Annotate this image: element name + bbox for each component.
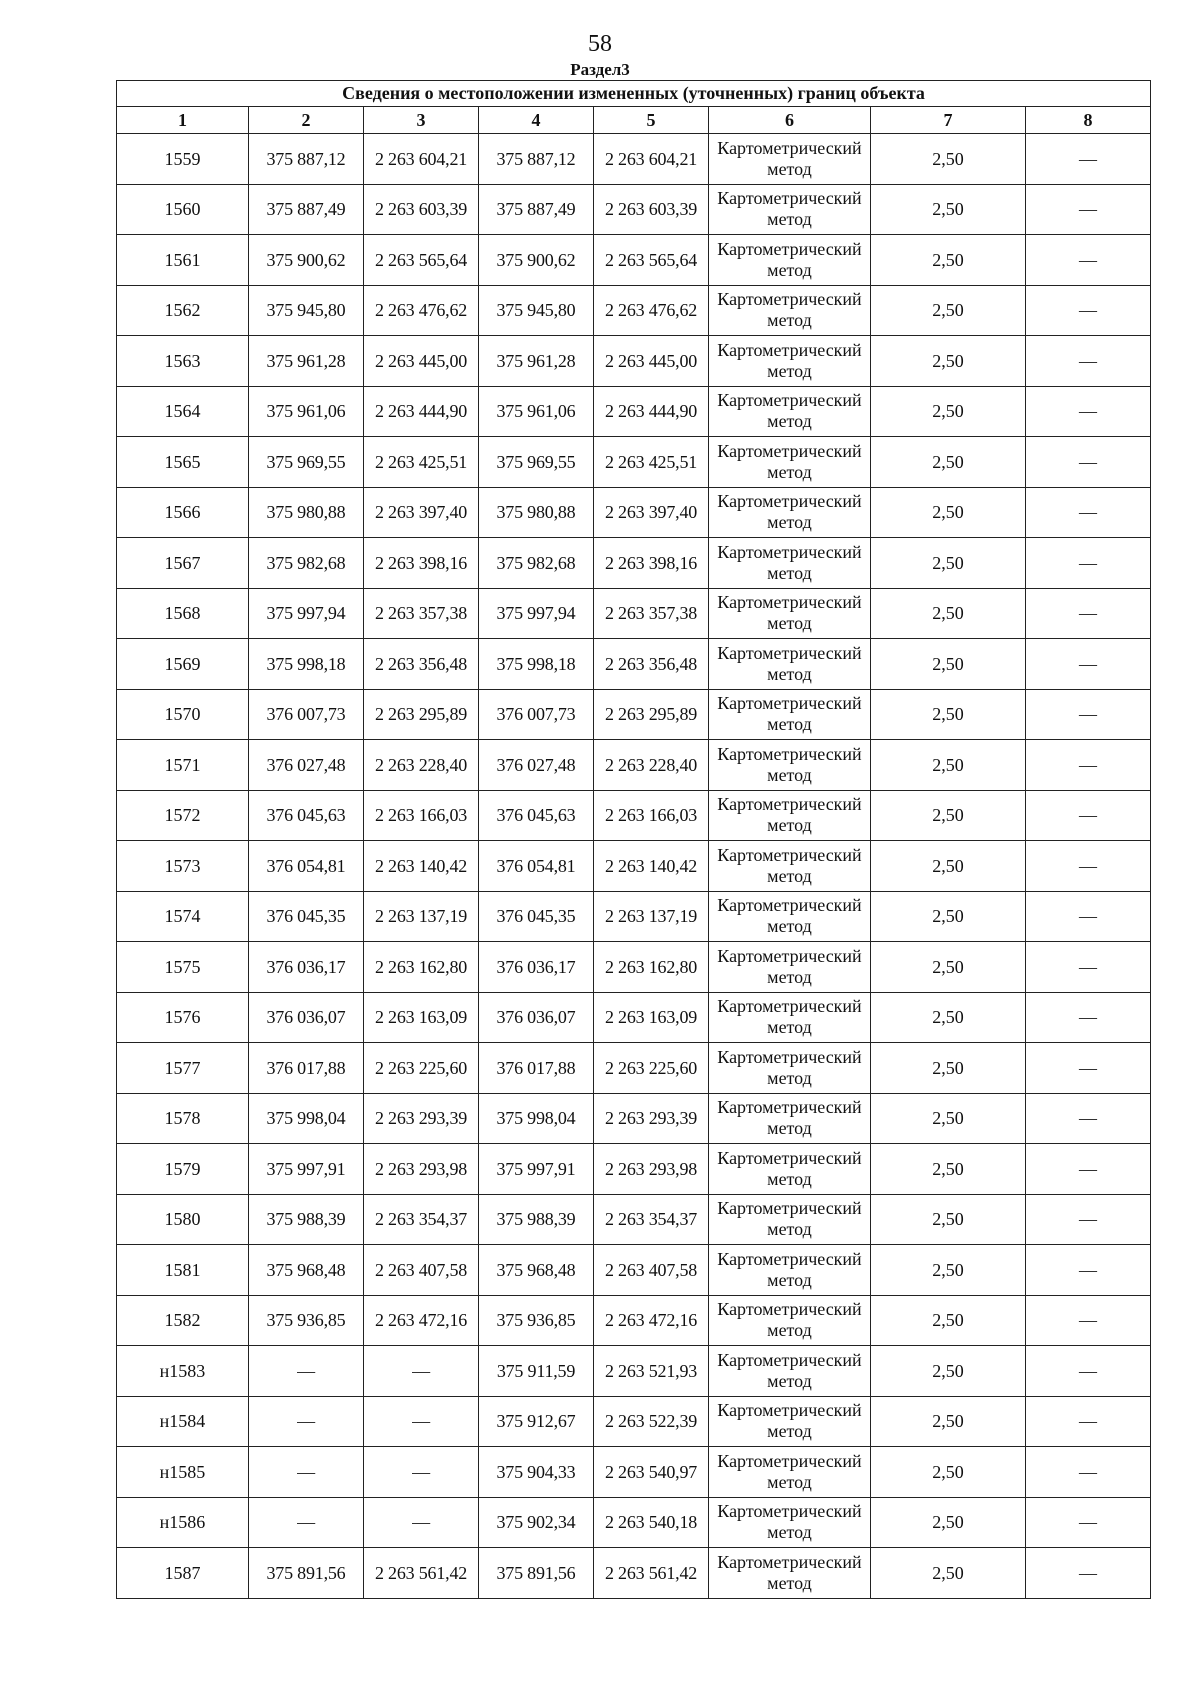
- table-row: [117, 487, 1151, 538]
- accuracy-cell: 2,50: [871, 689, 1026, 740]
- table-caption-row: [117, 81, 1151, 107]
- accuracy-cell: 2,50: [871, 386, 1026, 437]
- description-cell: —: [1026, 336, 1151, 387]
- updated-y-cell: 2 263 137,19: [594, 891, 709, 942]
- updated-y-cell: 2 263 225,60: [594, 1043, 709, 1094]
- method-cell: Картометрический метод: [709, 790, 871, 841]
- updated-y-cell: 2 263 540,97: [594, 1447, 709, 1498]
- table-row: [117, 639, 1151, 690]
- method-cell: Картометрический метод: [709, 386, 871, 437]
- existing-y-cell: —: [364, 1346, 479, 1397]
- description-cell: —: [1026, 942, 1151, 993]
- point-number-cell: 1562: [117, 285, 249, 336]
- description-cell: —: [1026, 1144, 1151, 1195]
- accuracy-cell: 2,50: [871, 184, 1026, 235]
- existing-x-cell: 375 887,49: [249, 184, 364, 235]
- point-number-cell: 1574: [117, 891, 249, 942]
- updated-y-cell: 2 263 295,89: [594, 689, 709, 740]
- table-row: [117, 336, 1151, 387]
- existing-y-cell: 2 263 603,39: [364, 184, 479, 235]
- accuracy-cell: 2,50: [871, 639, 1026, 690]
- accuracy-cell: 2,50: [871, 1497, 1026, 1548]
- description-cell: —: [1026, 1043, 1151, 1094]
- table-row: [117, 1093, 1151, 1144]
- updated-x-cell: 376 054,81: [479, 841, 594, 892]
- point-number-cell: 1567: [117, 538, 249, 589]
- existing-x-cell: 375 900,62: [249, 235, 364, 286]
- point-number-cell: 1579: [117, 1144, 249, 1195]
- column-number-header: 1: [117, 107, 249, 134]
- method-cell: Картометрический метод: [709, 1396, 871, 1447]
- point-number-cell: 1581: [117, 1245, 249, 1296]
- point-number-cell: 1565: [117, 437, 249, 488]
- method-cell: Картометрический метод: [709, 639, 871, 690]
- table-caption: Сведения о местоположении измененных (уточненных) границ объекта: [117, 81, 1151, 107]
- existing-x-cell: 375 887,12: [249, 134, 364, 185]
- table-row: [117, 1245, 1151, 1296]
- existing-y-cell: 2 263 293,98: [364, 1144, 479, 1195]
- updated-y-cell: 2 263 540,18: [594, 1497, 709, 1548]
- updated-y-cell: 2 263 561,42: [594, 1548, 709, 1599]
- table-row: [117, 588, 1151, 639]
- description-cell: —: [1026, 1194, 1151, 1245]
- point-number-cell: 1568: [117, 588, 249, 639]
- updated-y-cell: 2 263 293,98: [594, 1144, 709, 1195]
- accuracy-cell: 2,50: [871, 1447, 1026, 1498]
- existing-x-cell: 375 945,80: [249, 285, 364, 336]
- updated-y-cell: 2 263 565,64: [594, 235, 709, 286]
- existing-y-cell: 2 263 163,09: [364, 992, 479, 1043]
- existing-x-cell: 376 054,81: [249, 841, 364, 892]
- point-number-cell: 1571: [117, 740, 249, 791]
- existing-y-cell: —: [364, 1396, 479, 1447]
- table-row: [117, 689, 1151, 740]
- table-row: [117, 891, 1151, 942]
- point-number-cell: 1575: [117, 942, 249, 993]
- description-cell: —: [1026, 285, 1151, 336]
- accuracy-cell: 2,50: [871, 1548, 1026, 1599]
- updated-y-cell: 2 263 166,03: [594, 790, 709, 841]
- updated-x-cell: 375 968,48: [479, 1245, 594, 1296]
- accuracy-cell: 2,50: [871, 437, 1026, 488]
- table-row: [117, 184, 1151, 235]
- method-cell: Картометрический метод: [709, 1447, 871, 1498]
- existing-x-cell: —: [249, 1346, 364, 1397]
- existing-y-cell: 2 263 228,40: [364, 740, 479, 791]
- updated-x-cell: 375 945,80: [479, 285, 594, 336]
- existing-y-cell: —: [364, 1497, 479, 1548]
- description-cell: —: [1026, 386, 1151, 437]
- table-row: [117, 1497, 1151, 1548]
- existing-y-cell: 2 263 354,37: [364, 1194, 479, 1245]
- updated-x-cell: 376 027,48: [479, 740, 594, 791]
- updated-x-cell: 375 961,06: [479, 386, 594, 437]
- existing-x-cell: 375 961,28: [249, 336, 364, 387]
- updated-x-cell: 376 017,88: [479, 1043, 594, 1094]
- updated-y-cell: 2 263 357,38: [594, 588, 709, 639]
- method-cell: Картометрический метод: [709, 841, 871, 892]
- point-number-cell: 1560: [117, 184, 249, 235]
- column-number-row: [117, 107, 1151, 134]
- method-cell: Картометрический метод: [709, 184, 871, 235]
- accuracy-cell: 2,50: [871, 1396, 1026, 1447]
- existing-y-cell: 2 263 472,16: [364, 1295, 479, 1346]
- updated-x-cell: 375 887,12: [479, 134, 594, 185]
- existing-x-cell: 375 891,56: [249, 1548, 364, 1599]
- point-number-cell: 1564: [117, 386, 249, 437]
- column-number-header: 5: [594, 107, 709, 134]
- existing-y-cell: 2 263 166,03: [364, 790, 479, 841]
- column-number-header: 2: [249, 107, 364, 134]
- point-number-cell: 1569: [117, 639, 249, 690]
- existing-x-cell: 375 988,39: [249, 1194, 364, 1245]
- description-cell: —: [1026, 689, 1151, 740]
- table-row: [117, 538, 1151, 589]
- description-cell: —: [1026, 134, 1151, 185]
- updated-y-cell: 2 263 521,93: [594, 1346, 709, 1397]
- method-cell: Картометрический метод: [709, 235, 871, 286]
- updated-x-cell: 376 007,73: [479, 689, 594, 740]
- updated-y-cell: 2 263 476,62: [594, 285, 709, 336]
- existing-x-cell: 376 027,48: [249, 740, 364, 791]
- table-row: [117, 1447, 1151, 1498]
- method-cell: Картометрический метод: [709, 891, 871, 942]
- updated-x-cell: 376 045,63: [479, 790, 594, 841]
- updated-x-cell: 375 900,62: [479, 235, 594, 286]
- method-cell: Картометрический метод: [709, 1194, 871, 1245]
- updated-x-cell: 375 998,18: [479, 639, 594, 690]
- updated-x-cell: 375 891,56: [479, 1548, 594, 1599]
- point-number-cell: 1559: [117, 134, 249, 185]
- existing-y-cell: 2 263 137,19: [364, 891, 479, 942]
- description-cell: —: [1026, 1346, 1151, 1397]
- table-row: [117, 1295, 1151, 1346]
- point-number-cell: 1580: [117, 1194, 249, 1245]
- description-cell: —: [1026, 235, 1151, 286]
- point-number-cell: н1583: [117, 1346, 249, 1397]
- table-row: [117, 1144, 1151, 1195]
- method-cell: Картометрический метод: [709, 689, 871, 740]
- accuracy-cell: 2,50: [871, 942, 1026, 993]
- point-number-cell: 1573: [117, 841, 249, 892]
- table-row: [117, 386, 1151, 437]
- existing-y-cell: 2 263 293,39: [364, 1093, 479, 1144]
- existing-x-cell: 375 998,04: [249, 1093, 364, 1144]
- existing-y-cell: 2 263 356,48: [364, 639, 479, 690]
- existing-x-cell: —: [249, 1447, 364, 1498]
- method-cell: Картометрический метод: [709, 336, 871, 387]
- description-cell: —: [1026, 437, 1151, 488]
- updated-x-cell: 375 887,49: [479, 184, 594, 235]
- updated-x-cell: 376 036,07: [479, 992, 594, 1043]
- updated-y-cell: 2 263 472,16: [594, 1295, 709, 1346]
- accuracy-cell: 2,50: [871, 285, 1026, 336]
- table-row: [117, 285, 1151, 336]
- updated-y-cell: 2 263 407,58: [594, 1245, 709, 1296]
- existing-y-cell: 2 263 565,64: [364, 235, 479, 286]
- updated-y-cell: 2 263 445,00: [594, 336, 709, 387]
- existing-y-cell: 2 263 162,80: [364, 942, 479, 993]
- point-number-cell: 1576: [117, 992, 249, 1043]
- updated-y-cell: 2 263 398,16: [594, 538, 709, 589]
- accuracy-cell: 2,50: [871, 790, 1026, 841]
- description-cell: —: [1026, 992, 1151, 1043]
- page-number: 58: [588, 31, 612, 57]
- updated-x-cell: 375 902,34: [479, 1497, 594, 1548]
- method-cell: Картометрический метод: [709, 1144, 871, 1195]
- description-cell: —: [1026, 184, 1151, 235]
- column-number-header: 4: [479, 107, 594, 134]
- table-row: [117, 1194, 1151, 1245]
- existing-y-cell: 2 263 476,62: [364, 285, 479, 336]
- method-cell: Картометрический метод: [709, 1295, 871, 1346]
- existing-x-cell: 375 997,91: [249, 1144, 364, 1195]
- description-cell: —: [1026, 487, 1151, 538]
- accuracy-cell: 2,50: [871, 992, 1026, 1043]
- description-cell: —: [1026, 1447, 1151, 1498]
- existing-y-cell: 2 263 407,58: [364, 1245, 479, 1296]
- description-cell: —: [1026, 1396, 1151, 1447]
- existing-y-cell: 2 263 444,90: [364, 386, 479, 437]
- point-number-cell: 1561: [117, 235, 249, 286]
- updated-y-cell: 2 263 163,09: [594, 992, 709, 1043]
- table-body: [117, 134, 1151, 1599]
- table-row: [117, 1346, 1151, 1397]
- table-row: [117, 740, 1151, 791]
- column-number-header: 6: [709, 107, 871, 134]
- existing-x-cell: 375 969,55: [249, 437, 364, 488]
- updated-x-cell: 375 961,28: [479, 336, 594, 387]
- description-cell: —: [1026, 538, 1151, 589]
- point-number-cell: 1566: [117, 487, 249, 538]
- updated-x-cell: 375 998,04: [479, 1093, 594, 1144]
- updated-y-cell: 2 263 603,39: [594, 184, 709, 235]
- accuracy-cell: 2,50: [871, 235, 1026, 286]
- section-title: Раздел3: [570, 60, 630, 79]
- description-cell: —: [1026, 841, 1151, 892]
- existing-y-cell: 2 263 425,51: [364, 437, 479, 488]
- accuracy-cell: 2,50: [871, 1194, 1026, 1245]
- accuracy-cell: 2,50: [871, 891, 1026, 942]
- point-number-cell: 1587: [117, 1548, 249, 1599]
- description-cell: —: [1026, 1548, 1151, 1599]
- existing-x-cell: 375 982,68: [249, 538, 364, 589]
- table-row: [117, 942, 1151, 993]
- point-number-cell: 1572: [117, 790, 249, 841]
- description-cell: —: [1026, 740, 1151, 791]
- accuracy-cell: 2,50: [871, 1295, 1026, 1346]
- existing-y-cell: 2 263 445,00: [364, 336, 479, 387]
- existing-y-cell: —: [364, 1447, 479, 1498]
- method-cell: Картометрический метод: [709, 942, 871, 993]
- method-cell: Картометрический метод: [709, 1548, 871, 1599]
- accuracy-cell: 2,50: [871, 740, 1026, 791]
- method-cell: Картометрический метод: [709, 1043, 871, 1094]
- method-cell: Картометрический метод: [709, 1093, 871, 1144]
- existing-x-cell: 375 961,06: [249, 386, 364, 437]
- description-cell: —: [1026, 1497, 1151, 1548]
- accuracy-cell: 2,50: [871, 1144, 1026, 1195]
- updated-x-cell: 375 997,94: [479, 588, 594, 639]
- table-row: [117, 1043, 1151, 1094]
- method-cell: Картометрический метод: [709, 740, 871, 791]
- existing-y-cell: 2 263 398,16: [364, 538, 479, 589]
- point-number-cell: н1586: [117, 1497, 249, 1548]
- updated-y-cell: 2 263 397,40: [594, 487, 709, 538]
- accuracy-cell: 2,50: [871, 841, 1026, 892]
- accuracy-cell: 2,50: [871, 538, 1026, 589]
- updated-x-cell: 375 936,85: [479, 1295, 594, 1346]
- accuracy-cell: 2,50: [871, 1043, 1026, 1094]
- column-number-header: 7: [871, 107, 1026, 134]
- updated-y-cell: 2 263 604,21: [594, 134, 709, 185]
- existing-y-cell: 2 263 357,38: [364, 588, 479, 639]
- existing-y-cell: 2 263 295,89: [364, 689, 479, 740]
- accuracy-cell: 2,50: [871, 487, 1026, 538]
- existing-y-cell: 2 263 561,42: [364, 1548, 479, 1599]
- updated-y-cell: 2 263 162,80: [594, 942, 709, 993]
- method-cell: Картометрический метод: [709, 1245, 871, 1296]
- table-row: [117, 1548, 1151, 1599]
- point-number-cell: н1584: [117, 1396, 249, 1447]
- existing-x-cell: 375 998,18: [249, 639, 364, 690]
- point-number-cell: н1585: [117, 1447, 249, 1498]
- existing-x-cell: 376 036,17: [249, 942, 364, 993]
- point-number-cell: 1582: [117, 1295, 249, 1346]
- existing-y-cell: 2 263 397,40: [364, 487, 479, 538]
- column-number-header: 3: [364, 107, 479, 134]
- accuracy-cell: 2,50: [871, 1093, 1026, 1144]
- existing-x-cell: 376 045,63: [249, 790, 364, 841]
- point-number-cell: 1570: [117, 689, 249, 740]
- description-cell: —: [1026, 639, 1151, 690]
- existing-x-cell: 375 968,48: [249, 1245, 364, 1296]
- method-cell: Картометрический метод: [709, 285, 871, 336]
- updated-x-cell: 375 904,33: [479, 1447, 594, 1498]
- accuracy-cell: 2,50: [871, 134, 1026, 185]
- table-row: [117, 437, 1151, 488]
- description-cell: —: [1026, 1093, 1151, 1144]
- updated-x-cell: 375 980,88: [479, 487, 594, 538]
- point-number-cell: 1578: [117, 1093, 249, 1144]
- accuracy-cell: 2,50: [871, 1245, 1026, 1296]
- existing-x-cell: 376 007,73: [249, 689, 364, 740]
- updated-x-cell: 376 045,35: [479, 891, 594, 942]
- existing-x-cell: 376 045,35: [249, 891, 364, 942]
- updated-y-cell: 2 263 356,48: [594, 639, 709, 690]
- updated-x-cell: 375 982,68: [479, 538, 594, 589]
- existing-y-cell: 2 263 225,60: [364, 1043, 479, 1094]
- existing-x-cell: 376 017,88: [249, 1043, 364, 1094]
- existing-x-cell: 375 936,85: [249, 1295, 364, 1346]
- method-cell: Картометрический метод: [709, 1497, 871, 1548]
- existing-x-cell: —: [249, 1497, 364, 1548]
- method-cell: Картометрический метод: [709, 437, 871, 488]
- existing-y-cell: 2 263 140,42: [364, 841, 479, 892]
- method-cell: Картометрический метод: [709, 992, 871, 1043]
- table-row: [117, 841, 1151, 892]
- updated-x-cell: 375 969,55: [479, 437, 594, 488]
- updated-y-cell: 2 263 293,39: [594, 1093, 709, 1144]
- updated-x-cell: 375 988,39: [479, 1194, 594, 1245]
- table-row: [117, 1396, 1151, 1447]
- description-cell: —: [1026, 790, 1151, 841]
- table-row: [117, 134, 1151, 185]
- existing-x-cell: 376 036,07: [249, 992, 364, 1043]
- point-number-cell: 1577: [117, 1043, 249, 1094]
- description-cell: —: [1026, 891, 1151, 942]
- description-cell: —: [1026, 588, 1151, 639]
- column-number-header: 8: [1026, 107, 1151, 134]
- updated-x-cell: 376 036,17: [479, 942, 594, 993]
- method-cell: Картометрический метод: [709, 134, 871, 185]
- updated-y-cell: 2 263 140,42: [594, 841, 709, 892]
- method-cell: Картометрический метод: [709, 538, 871, 589]
- coordinates-table: [116, 80, 1151, 1599]
- description-cell: —: [1026, 1245, 1151, 1296]
- method-cell: Картометрический метод: [709, 487, 871, 538]
- description-cell: —: [1026, 1295, 1151, 1346]
- updated-y-cell: 2 263 228,40: [594, 740, 709, 791]
- existing-x-cell: 375 997,94: [249, 588, 364, 639]
- method-cell: Картометрический метод: [709, 1346, 871, 1397]
- updated-y-cell: 2 263 522,39: [594, 1396, 709, 1447]
- existing-x-cell: —: [249, 1396, 364, 1447]
- updated-x-cell: 375 911,59: [479, 1346, 594, 1397]
- existing-x-cell: 375 980,88: [249, 487, 364, 538]
- updated-x-cell: 375 912,67: [479, 1396, 594, 1447]
- table-row: [117, 992, 1151, 1043]
- updated-x-cell: 375 997,91: [479, 1144, 594, 1195]
- table-row: [117, 235, 1151, 286]
- existing-y-cell: 2 263 604,21: [364, 134, 479, 185]
- method-cell: Картометрический метод: [709, 588, 871, 639]
- updated-y-cell: 2 263 425,51: [594, 437, 709, 488]
- accuracy-cell: 2,50: [871, 1346, 1026, 1397]
- updated-y-cell: 2 263 354,37: [594, 1194, 709, 1245]
- table-row: [117, 790, 1151, 841]
- point-number-cell: 1563: [117, 336, 249, 387]
- accuracy-cell: 2,50: [871, 588, 1026, 639]
- accuracy-cell: 2,50: [871, 336, 1026, 387]
- updated-y-cell: 2 263 444,90: [594, 386, 709, 437]
